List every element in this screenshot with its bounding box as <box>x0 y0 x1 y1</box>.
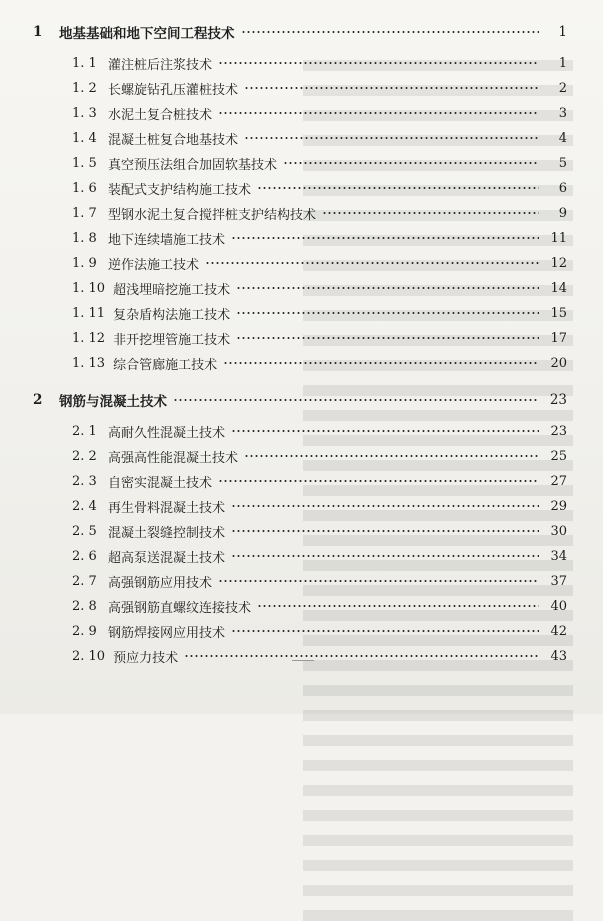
entry-number: 1. 7 <box>72 205 97 221</box>
entry-number: 2. 10 <box>72 648 106 664</box>
entry-number: 2. 9 <box>72 623 97 639</box>
dot-leader <box>218 112 539 114</box>
dot-leader <box>244 137 539 139</box>
toc-section-entry[interactable] <box>0 178 603 198</box>
entry-title: 超浅埋暗挖施工技术 <box>113 282 231 298</box>
entry-number: 1. 4 <box>72 130 97 146</box>
toc-section-entry[interactable] <box>0 278 603 298</box>
dot-leader <box>173 399 539 401</box>
dot-leader <box>231 430 539 432</box>
toc-section-entry[interactable] <box>0 203 603 223</box>
page-footer-mark <box>292 660 314 661</box>
entry-number: 1. 8 <box>72 230 97 246</box>
entry-title: 再生骨料混凝土技术 <box>108 500 226 516</box>
entry-number: 1 <box>33 24 43 40</box>
entry-page-number: 43 <box>550 648 567 664</box>
dot-leader <box>236 287 539 289</box>
entry-page-number: 14 <box>550 280 567 296</box>
entry-page-number: 2 <box>558 80 567 96</box>
toc-section-entry[interactable] <box>0 53 603 73</box>
dot-leader <box>231 530 539 532</box>
toc-section-entry[interactable] <box>0 253 603 273</box>
entry-number: 1. 1 <box>72 55 97 71</box>
entry-number: 1. 3 <box>72 105 97 121</box>
dot-leader <box>218 62 539 64</box>
toc-section-entry[interactable] <box>0 596 603 616</box>
toc-chapter-entry[interactable] <box>0 390 603 410</box>
entry-number: 1. 5 <box>72 155 97 171</box>
dot-leader <box>257 187 539 189</box>
entry-title: 混凝土桩复合地基技术 <box>108 132 239 148</box>
entry-page-number: 23 <box>550 423 567 439</box>
toc-section-entry[interactable] <box>0 421 603 441</box>
toc-section-entry[interactable] <box>0 471 603 491</box>
entry-page-number: 40 <box>550 598 567 614</box>
dot-leader <box>205 262 539 264</box>
toc-section-entry[interactable] <box>0 571 603 591</box>
dot-leader <box>236 312 539 314</box>
dot-leader <box>184 655 539 657</box>
entry-number: 2. 8 <box>72 598 97 614</box>
toc-section-entry[interactable] <box>0 328 603 348</box>
entry-page-number: 27 <box>550 473 567 489</box>
entry-title: 高强高性能混凝土技术 <box>108 450 239 466</box>
entry-page-number: 9 <box>558 205 567 221</box>
entry-number: 1. 13 <box>72 355 106 371</box>
toc-section-entry[interactable] <box>0 353 603 373</box>
entry-title: 装配式支护结构施工技术 <box>108 182 252 198</box>
entry-page-number: 1 <box>558 55 567 71</box>
entry-title: 非开挖埋管施工技术 <box>113 332 231 348</box>
entry-page-number: 15 <box>550 305 567 321</box>
dot-leader <box>283 162 539 164</box>
entry-title: 高强钢筋直螺纹连接技术 <box>108 600 252 616</box>
toc-section-entry[interactable] <box>0 621 603 641</box>
dot-leader <box>241 31 540 33</box>
entry-page-number: 20 <box>550 355 567 371</box>
entry-title: 钢筋焊接网应用技术 <box>108 625 226 641</box>
entry-title: 复杂盾构法施工技术 <box>113 307 231 323</box>
entry-title: 灌注桩后注浆技术 <box>108 57 213 73</box>
entry-page-number: 30 <box>550 523 567 539</box>
entry-page-number: 1 <box>558 24 567 40</box>
entry-number: 2. 4 <box>72 498 97 514</box>
dot-leader <box>231 237 539 239</box>
dot-leader <box>231 630 539 632</box>
entry-number: 2. 5 <box>72 523 97 539</box>
toc-section-entry[interactable] <box>0 496 603 516</box>
entry-number: 2. 2 <box>72 448 97 464</box>
entry-page-number: 23 <box>549 392 567 408</box>
entry-title: 地下连续墙施工技术 <box>108 232 226 248</box>
dot-leader <box>218 580 539 582</box>
entry-number: 1. 9 <box>72 255 97 271</box>
entry-page-number: 5 <box>558 155 567 171</box>
entry-page-number: 29 <box>550 498 567 514</box>
toc-section-entry[interactable] <box>0 128 603 148</box>
toc-section-entry[interactable] <box>0 446 603 466</box>
toc-section-entry[interactable] <box>0 228 603 248</box>
entry-number: 2. 7 <box>72 573 97 589</box>
entry-page-number: 17 <box>550 330 567 346</box>
dot-leader <box>231 555 539 557</box>
entry-page-number: 34 <box>550 548 567 564</box>
entry-page-number: 3 <box>558 105 567 121</box>
entry-title: 地基基础和地下空间工程技术 <box>59 26 235 42</box>
dot-leader <box>322 212 539 214</box>
entry-title: 水泥土复合桩技术 <box>108 107 213 123</box>
toc-section-entry[interactable] <box>0 646 603 666</box>
entry-number: 2. 3 <box>72 473 97 489</box>
entry-title: 高耐久性混凝土技术 <box>108 425 226 441</box>
entry-title: 自密实混凝土技术 <box>108 475 213 491</box>
entry-number: 1. 2 <box>72 80 97 96</box>
toc-section-entry[interactable] <box>0 153 603 173</box>
entry-title: 型钢水泥土复合搅拌桩支护结构技术 <box>108 207 317 223</box>
entry-number: 2. 1 <box>72 423 97 439</box>
entry-title: 综合管廊施工技术 <box>113 357 218 373</box>
dot-leader <box>257 605 539 607</box>
entry-number: 2. 6 <box>72 548 97 564</box>
entry-number: 1. 10 <box>72 280 106 296</box>
entry-title: 钢筋与混凝土技术 <box>59 394 167 410</box>
dot-leader <box>223 362 539 364</box>
toc-section-entry[interactable] <box>0 103 603 123</box>
entry-page-number: 25 <box>550 448 567 464</box>
entry-title: 超高泵送混凝土技术 <box>108 550 226 566</box>
toc-section-entry[interactable] <box>0 303 603 323</box>
entry-page-number: 42 <box>550 623 567 639</box>
dot-leader <box>231 505 539 507</box>
entry-number: 1. 11 <box>72 305 106 321</box>
entry-page-number: 12 <box>550 255 567 271</box>
toc-section-entry[interactable] <box>0 546 603 566</box>
toc-section-entry[interactable] <box>0 521 603 541</box>
entry-title: 逆作法施工技术 <box>108 257 200 273</box>
entry-title: 真空预压法组合加固软基技术 <box>108 157 278 173</box>
entry-number: 2 <box>33 392 43 408</box>
entry-page-number: 4 <box>558 130 567 146</box>
entry-page-number: 11 <box>550 230 567 246</box>
dot-leader <box>244 455 539 457</box>
entry-page-number: 6 <box>558 180 567 196</box>
entry-number: 1. 6 <box>72 180 97 196</box>
entry-page-number: 37 <box>550 573 567 589</box>
entry-title: 预应力技术 <box>113 650 179 666</box>
toc-chapter-entry[interactable] <box>0 22 603 42</box>
entry-title: 高强钢筋应用技术 <box>108 575 213 591</box>
toc-section-entry[interactable] <box>0 78 603 98</box>
dot-leader <box>218 480 539 482</box>
dot-leader <box>236 337 539 339</box>
entry-title: 长螺旋钻孔压灌桩技术 <box>108 82 239 98</box>
entry-number: 1. 12 <box>72 330 106 346</box>
entry-title: 混凝土裂缝控制技术 <box>108 525 226 541</box>
dot-leader <box>244 87 539 89</box>
